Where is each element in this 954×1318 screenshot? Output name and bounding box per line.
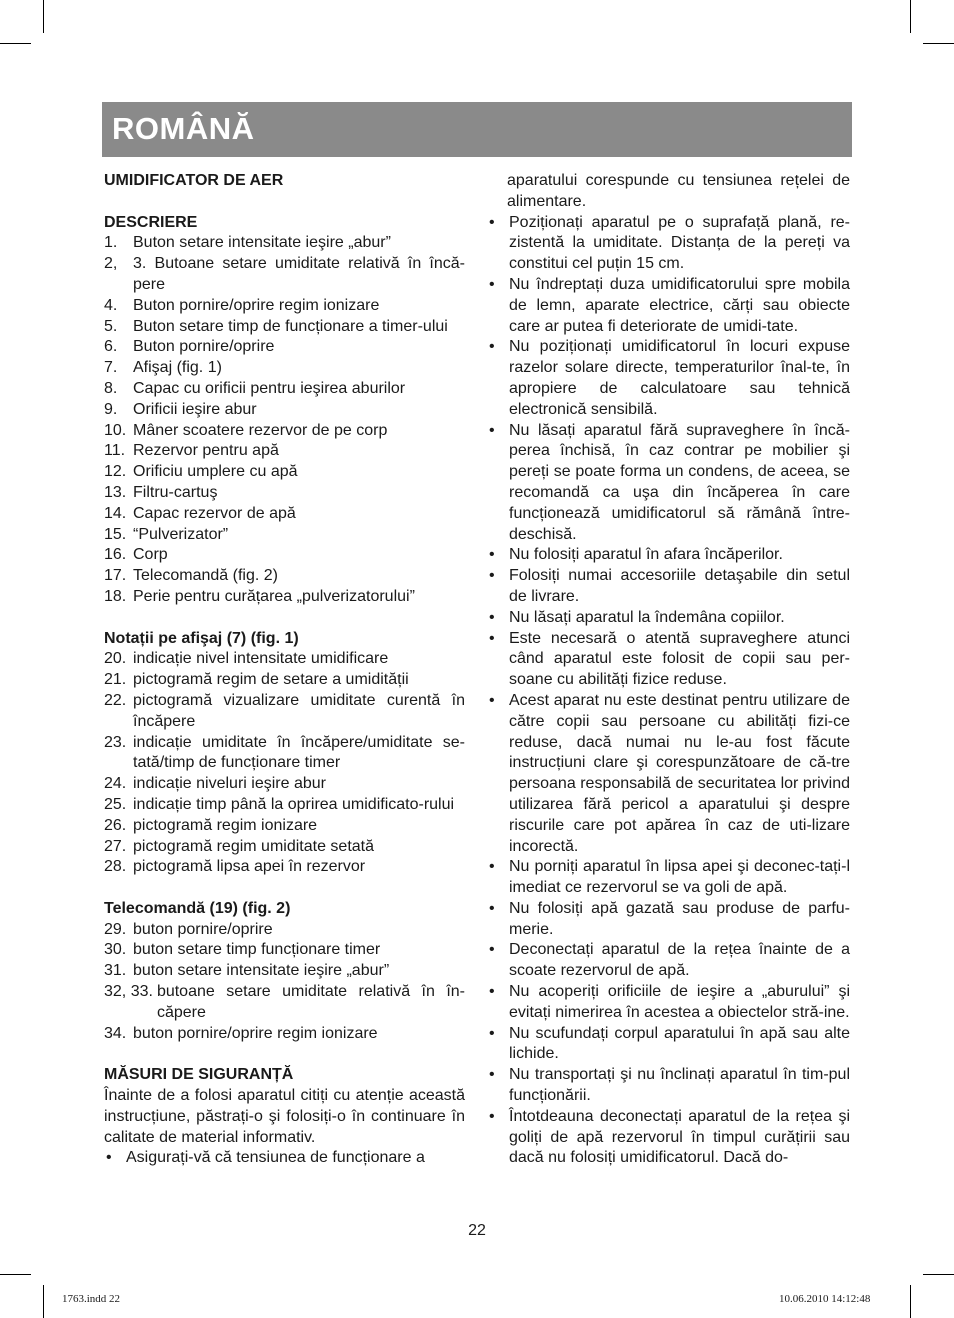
list-item	[104, 649, 465, 670]
list-item: • Nu acoperiți orificiile de ieşire a „aburului” şi evitați nimerirea în acestea a obiectelor stră-ine.	[487, 982, 850, 1024]
item-number: 14.	[104, 504, 127, 522]
item-number: 9.	[104, 400, 118, 418]
item-text: Telecomandă (fig. 2)	[133, 567, 278, 585]
remote-heading: Telecomandă (19) (fig. 2)	[104, 899, 291, 917]
safety-heading: MĂSURI DE SIGURANȚĂ	[104, 1066, 294, 1084]
item-text: indicație umiditate în încăpere/umiditate se-tată/timp de funcționare timer	[133, 733, 465, 772]
item-text: pictogramă regim umiditate setată	[133, 837, 374, 855]
list-item	[104, 483, 465, 504]
list-item	[104, 920, 465, 941]
item-number: 6.	[104, 338, 118, 356]
bullet-text: Nu porniți aparatul în lipsa apei şi deconec-tați-l imediat ce rezervorul se va goli de apă.	[509, 858, 850, 897]
item-number: 34.	[104, 1024, 127, 1042]
item-text: buton pornire/oprire	[133, 920, 273, 938]
bullet-text: Nu lăsați aparatul la îndemâna copiilor.	[509, 608, 785, 626]
list-item	[104, 441, 465, 462]
item-number: 12.	[104, 463, 127, 481]
item-number: 1.	[104, 234, 118, 252]
list-item	[104, 525, 465, 546]
crop-mark	[0, 43, 31, 44]
bullet-text: Este necesară o atentă supraveghere atunci când aparatul este folosit de copii sau per-soane cu abilități fizice reduse.	[509, 629, 850, 689]
list-item: • Nu scufundați corpul aparatului în apă sau alte lichide.	[487, 1024, 850, 1066]
list-item	[104, 795, 465, 816]
crop-mark	[910, 0, 911, 33]
item-number: 28.	[104, 858, 127, 876]
list-item: • Nu lăsați aparatul la îndemâna copiilor.	[487, 608, 850, 629]
item-text: buton setare intensitate ieşire „abur”	[133, 962, 390, 980]
list-item: • Folosiți numai accesoriile detaşabile din setul de livrare.	[487, 566, 850, 608]
item-text: Afişaj (fig. 1)	[133, 359, 222, 377]
item-text: 3. Butoane setare umiditate relativă în încă-pere	[133, 255, 465, 293]
item-text: indicație timp până la oprirea umidificato-rului	[133, 795, 455, 813]
list-item	[104, 857, 465, 878]
list-item: • Deconectați aparatul de la rețea înainte de a scoate rezervorul de apă.	[487, 940, 850, 982]
list-item: • Nu porniți aparatul în lipsa apei şi deconec-tați-l imediat ce rezervorul se va goli de apă.	[487, 857, 850, 899]
item-number: 7.	[104, 359, 118, 377]
bullet-text: Nu folosiți apă gazată sau produse de parfu-merie.	[509, 899, 850, 938]
left-column	[104, 171, 465, 1169]
list-item: • Poziționați aparatul pe o suprafață plană, re-zistentă la umiditate. Distanța de la pereți va constitui cel puțin 15 cm.	[487, 213, 850, 275]
list-item	[104, 254, 465, 296]
display-list	[104, 649, 465, 878]
list-item	[104, 982, 465, 1024]
item-text: Perie pentru curățarea „pulverizatorului”	[133, 587, 415, 605]
list-item: • Nu folosiți aparatul în afara încăperilor.	[487, 545, 850, 566]
item-text: Orificii ieşire abur	[133, 400, 257, 418]
item-text: Orificiu umplere cu apă	[133, 463, 298, 481]
item-number: 26.	[104, 816, 127, 834]
item-text: buton pornire/oprire regim ionizare	[133, 1024, 378, 1042]
list-item	[104, 691, 465, 733]
bullet-text: Folosiți numai accesoriile detaşabile din setul de livrare.	[509, 567, 850, 605]
safety-first-bullet: Asigurați-vă că tensiunea de funcționare a	[126, 1149, 425, 1167]
language-banner	[102, 102, 852, 157]
page-number: 22	[468, 1222, 486, 1239]
list-item	[104, 587, 465, 608]
list-item	[104, 337, 465, 358]
item-text: buton setare timp funcționare timer	[133, 941, 381, 959]
item-text: pictogramă vizualizare umiditate curentă în încăpere	[133, 691, 465, 730]
item-number: 21.	[104, 671, 127, 689]
list-item	[104, 940, 465, 961]
item-text: pictogramă regim de setare a umidității	[133, 671, 409, 689]
list-item: • Acest aparat nu este destinat pentru utilizare de către copii sau persoane cu abilități fizi-ce reduse, dacă numai nu le-au fost făcute instrucțiuni clare şi corespunzătoare de că-tre persoana responsabilă de securitatea lor privind utilizarea fără pericol a aparatului şi despre riscurile care pot apărea în caz de uti-lizare incorectă.	[487, 691, 850, 857]
continuation-line	[487, 171, 850, 213]
item-text: Rezervor pentru apă	[133, 442, 279, 460]
item-number: 23.	[104, 733, 127, 751]
list-item	[104, 317, 465, 338]
item-text: Capac cu orificii pentru ieşirea aburilor	[133, 379, 406, 397]
item-number: 11.	[104, 442, 126, 460]
list-item: • Nu îndreptați duza umidificatorului spre mobila de lemn, aparate electrice, cărți sau obiecte care ar putea fi deteriorate de umidi-tate.	[487, 275, 850, 337]
list-item	[104, 379, 465, 400]
item-number: 5.	[104, 317, 118, 335]
description-heading: DESCRIERE	[104, 213, 198, 231]
product-title: UMIDIFICATOR DE AER	[104, 172, 284, 189]
bullet-text: Nu acoperiți orificiile de ieşire a „aburului” şi evitați nimerirea în acestea a obiectelor stră-ine.	[509, 983, 850, 1021]
item-number: 2,	[104, 255, 118, 273]
bullet-text: Poziționați aparatul pe o suprafață plană, re-zistentă la umiditate. Distanța de la pereți va constitui cel puțin 15 cm.	[509, 213, 850, 273]
item-number: 24.	[104, 775, 127, 793]
item-text: butoane setare umiditate relativă în în-căpere	[156, 983, 465, 1021]
item-number: 8.	[104, 379, 118, 397]
crop-mark	[0, 1274, 31, 1275]
bullet-text: Nu folosiți aparatul în afara încăperilor.	[509, 546, 783, 564]
list-item: • Este necesară o atentă supraveghere atunci când aparatul este folosit de copii sau per-soane cu abilități fizice reduse.	[487, 629, 850, 691]
item-text: Buton setare intensitate ieşire „abur”	[133, 234, 391, 252]
item-text: Mâner scoatere rezervor de pe corp	[133, 421, 388, 439]
list-item	[104, 400, 465, 421]
list-item	[104, 774, 465, 795]
remote-list	[104, 920, 465, 1045]
item-number: 15.	[104, 525, 127, 543]
item-text: indicație nivel intensitate umidificare	[133, 650, 389, 668]
item-number: 20.	[104, 650, 127, 668]
right-column	[487, 171, 850, 1169]
item-number: 10.	[104, 421, 127, 439]
list-item	[104, 837, 465, 858]
bullet-text: Deconectați aparatul de la rețea înainte de a scoate rezervorul de apă.	[509, 941, 850, 980]
item-number: 29.	[104, 920, 127, 938]
list-item	[104, 1024, 465, 1045]
item-number: 22.	[104, 691, 127, 709]
bullet-text: Acest aparat nu este destinat pentru utilizare de către copii sau persoane cu abilități fizi-ce reduse, dacă numai nu le-au fost făcute instrucțiuni clare şi corespunzătoare de că-tre persoana responsabilă de securitatea lor privind utilizarea fără pericol a aparatului şi despre riscurile care pot apărea în caz de uti-lizare incorectă.	[509, 691, 850, 855]
bullet-text: Nu lăsați aparatul fără supraveghere în încă-perea închisă, în caz contrar pe mobilier şi pereți se poate forma un condens, de aceea, se recomandă ca uşa din încăperea în care funcționează umidificatorul să rămână între-deschisă.	[509, 421, 850, 543]
list-item	[104, 358, 465, 379]
safety-bullets	[487, 213, 850, 1170]
crop-mark	[43, 0, 44, 33]
list-item: • Nu transportați şi nu înclinați aparatul în tim-pul funcționării.	[487, 1065, 850, 1107]
display-heading: Notații pe afişaj (7) (fig. 1)	[104, 629, 299, 647]
footer-timestamp: 10.06.2010 14:12:48	[779, 1293, 871, 1305]
page-title: ROMÂNĂ	[112, 111, 255, 146]
list-item: • Întotdeauna deconectați aparatul de la rețea şi goliți de apă rezervorul în timpul curățirii sau dacă nu folosiți umidificatorul. Dacă do-	[487, 1107, 850, 1169]
list-item	[104, 545, 465, 566]
safety-intro: Înainte de a folosi aparatul citiți cu atenție această instrucțiune, păstrați-o şi folosiți-o în continuare în calitate de material informativ.	[104, 1087, 465, 1146]
list-item	[104, 961, 465, 982]
list-item	[104, 816, 465, 837]
item-text: Buton pornire/oprire regim ionizare	[133, 296, 380, 314]
item-number: 17.	[104, 567, 127, 585]
item-number: 27.	[104, 837, 127, 855]
crop-mark	[43, 1285, 44, 1318]
item-number: 32, 33.	[104, 983, 153, 1001]
description-list	[104, 233, 465, 607]
list-item: • Asigurați-vă că tensiunea de funcționare a	[104, 1148, 465, 1169]
bullet-text: Nu scufundați corpul aparatului în apă sau alte lichide.	[509, 1024, 850, 1063]
list-item	[104, 670, 465, 691]
item-number: 31.	[104, 962, 127, 980]
list-item	[104, 733, 465, 775]
list-item: • Nu folosiți apă gazată sau produse de parfu-merie.	[487, 899, 850, 941]
item-text: indicație niveluri ieşire abur	[133, 775, 326, 793]
safety-first-list	[104, 1148, 465, 1169]
item-number: 16.	[104, 546, 127, 564]
list-item	[104, 296, 465, 317]
item-text: pictogramă regim ionizare	[133, 816, 318, 834]
list-item	[104, 566, 465, 587]
item-text: Buton setare timp de funcționare a timer-ului	[133, 317, 448, 335]
list-item	[104, 504, 465, 525]
footer-file: 1763.indd 22	[62, 1293, 121, 1305]
continuation-text: aparatului corespunde cu tensiunea rețelei de alimentare.	[507, 172, 850, 210]
list-item	[104, 421, 465, 442]
item-text: “Pulverizator”	[133, 525, 229, 543]
item-text: Filtru-cartuş	[133, 483, 218, 501]
crop-mark	[923, 43, 954, 44]
list-item: • Nu lăsați aparatul fără supraveghere în încă-perea închisă, în caz contrar pe mobilier şi pereți se poate forma un condens, de aceea, se recomandă ca uşa din încăperea în care funcționează umidificatorul să rămână între-deschisă.	[487, 421, 850, 546]
list-item	[104, 462, 465, 483]
list-item	[104, 233, 465, 254]
bullet-text: Nu transportați şi nu înclinați aparatul în tim-pul funcționării.	[509, 1066, 850, 1105]
crop-mark	[910, 1285, 911, 1318]
item-number: 4.	[104, 296, 118, 314]
item-text: Capac rezervor de apă	[133, 504, 296, 522]
item-text: Buton pornire/oprire	[133, 338, 275, 356]
item-number: 30.	[104, 941, 127, 959]
item-text: pictogramă lipsa apei în rezervor	[133, 858, 366, 876]
crop-mark	[923, 1274, 954, 1275]
bullet-text: Nu poziționați umidificatorul în locuri expuse razelor solare directe, temperaturilor înal-te, în apropiere de calculatoare sau tehnică electronică sensibilă.	[509, 338, 850, 418]
item-text: Corp	[133, 546, 168, 564]
item-number: 18.	[104, 587, 127, 605]
bullet-text: Întotdeauna deconectați aparatul de la rețea şi goliți de apă rezervorul în timpul curățirii sau dacă nu folosiți umidificatorul. Dacă do-	[509, 1107, 850, 1167]
item-number: 25.	[104, 795, 127, 813]
list-item: • Nu poziționați umidificatorul în locuri expuse razelor solare directe, temperaturilor înal-te, în apropiere de calculatoare sau tehnică electronică sensibilă.	[487, 337, 850, 420]
item-number: 13.	[104, 483, 127, 501]
bullet-text: Nu îndreptați duza umidificatorului spre mobila de lemn, aparate electrice, cărți sau obiecte care ar putea fi deteriorate de umidi-tate.	[509, 275, 850, 335]
